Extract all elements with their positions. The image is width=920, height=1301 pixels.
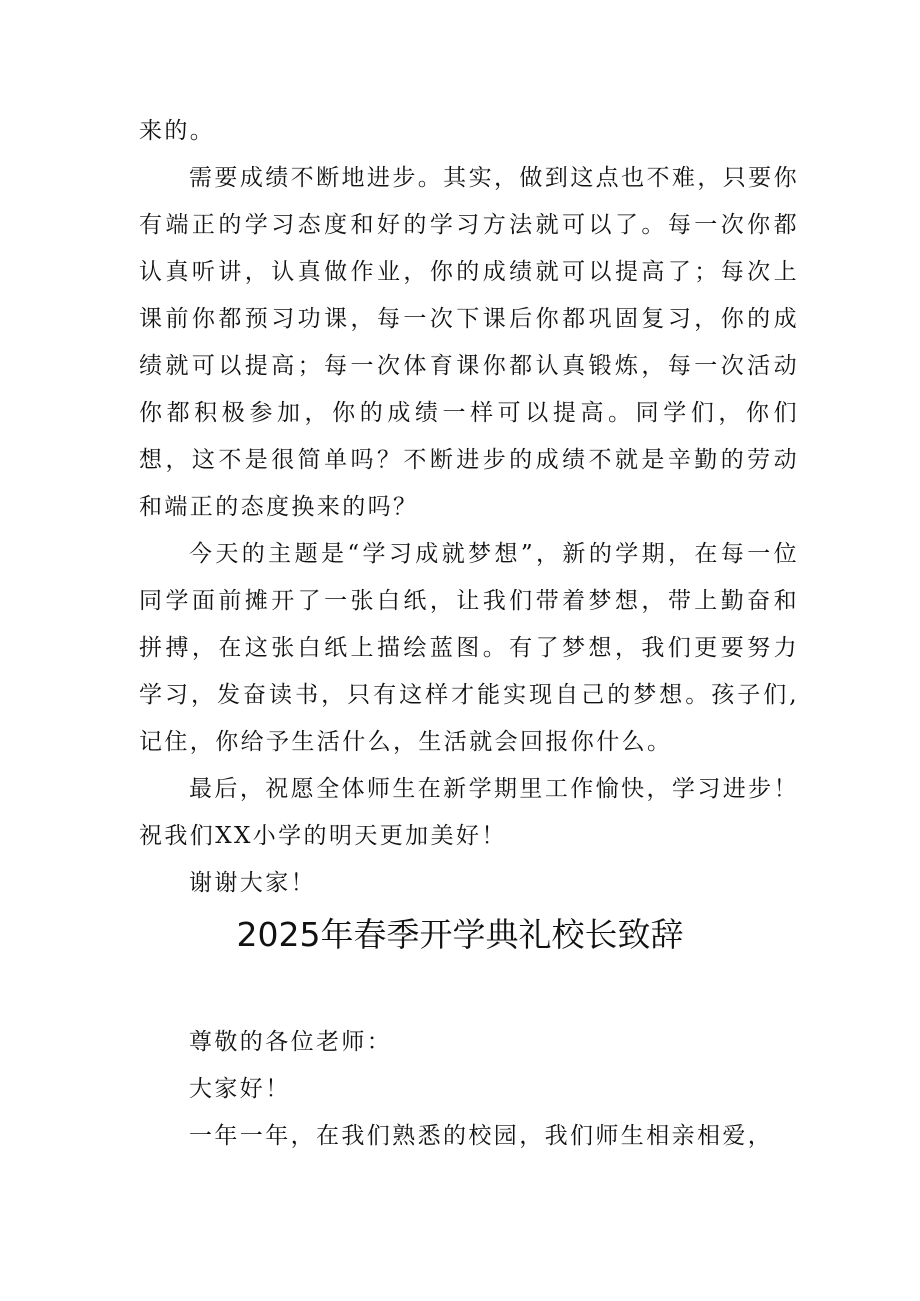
speech-title: 2025年春季开学典礼校长致辞: [236, 915, 684, 954]
new-speech: [189, 1019, 809, 1160]
paragraph-wishes: 最后，祝愿全体师生在新学期里工作愉快，学习进步！祝我们XX小学的明天更加美好！: [139, 776, 799, 849]
opening-line: 一年一年，在我们熟悉的校园，我们师生相亲相爱，: [189, 1123, 774, 1149]
salutation: 尊敬的各位老师：: [189, 1029, 393, 1055]
continued-fragment: 来的。: [139, 118, 216, 144]
hello-line: 大家好！: [189, 1076, 291, 1102]
paragraph-dream: 今天的主题是“学习成就梦想”，新的学期，在每一位同学面前摊开了一张白纸，让我们带着梦想，带上勤奋和拼搏，在这张白纸上描绘蓝图。有了梦想，我们更要努力学习，发奋读书，只有这样才能实现自己的梦想。孩子们,记住，你给予生活什么，生活就会回报你什么。: [139, 541, 799, 755]
continued-speech: [139, 108, 799, 907]
paragraph-thanks: 谢谢大家！: [189, 870, 316, 896]
paragraph-progress: 需要成绩不断地进步。其实，做到这点也不难，只要你有端正的学习态度和好的学习方法就可以了。每一次你都认真听讲，认真做作业，你的成绩就可以提高了；每次上课前你都预习功课，每一次下课后你都巩固复习，你的成绩就可以提高；每一次体育课你都认真锻炼，每一次活动你都积极参加，你的成绩一样可以提高。同学们，你们想，这不是很简单吗？不断进步的成绩不就是辛勤的劳动和端正的态度换来的吗？: [139, 165, 799, 520]
